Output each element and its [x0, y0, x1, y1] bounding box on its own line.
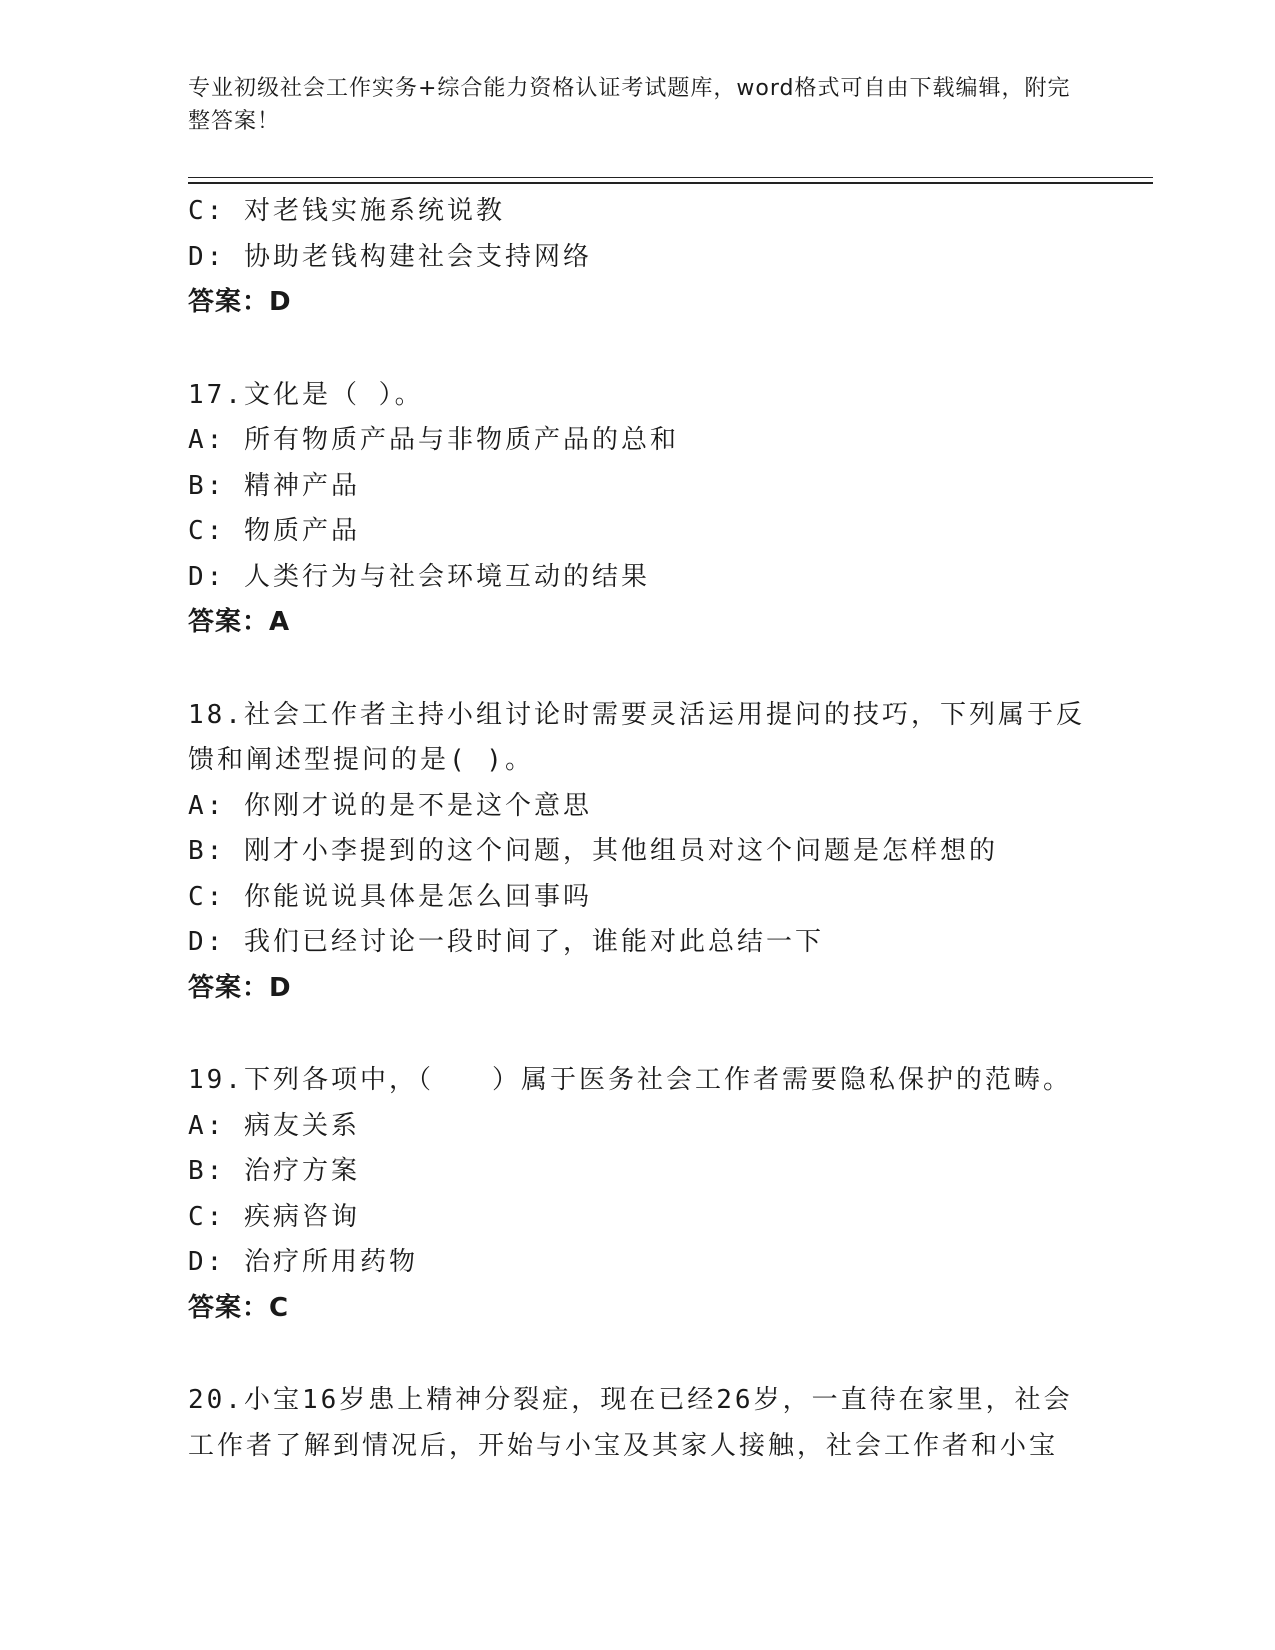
answer-label: 答案：A — [188, 607, 291, 637]
document-header — [188, 72, 1088, 138]
question-stem: 19.下列各项中，（ ）属于医务社会工作者需要隐私保护的范畴。 — [188, 1065, 1072, 1095]
question-16-continuation — [188, 189, 1088, 326]
option-d: D: 人类行为与社会环境互动的结果 — [188, 561, 650, 592]
question-stem: 17.文化是（ ）。 — [188, 379, 424, 410]
header-divider-thin — [188, 177, 1153, 178]
answer-label: 答案：D — [188, 972, 292, 1003]
spacer — [188, 646, 1088, 693]
option-c: C: 对老钱实施系统说教 — [188, 196, 505, 226]
option-a: A: 所有物质产品与非物质产品的总和 — [188, 425, 679, 455]
option-d: D: 治疗所用药物 — [188, 1247, 418, 1277]
question-stem: 20.小宝16岁患上精神分裂症，现在已经26岁，一直待在家里，社会 — [188, 1385, 1073, 1415]
header-divider-thick — [188, 182, 1153, 184]
answer-label: 答案：D — [188, 287, 292, 317]
question-20 — [188, 1378, 1088, 1469]
question-19 — [188, 1058, 1088, 1331]
option-b: B: 精神产品 — [188, 470, 360, 501]
option-b: B: 刚才小李提到的这个问题，其他组员对这个问题是怎样想的 — [188, 836, 998, 866]
question-stem-cont: 馈和阐述型提问的是( )。 — [188, 745, 534, 775]
option-c: C: 你能说说具体是怎么回事吗 — [188, 881, 592, 912]
question-list — [188, 189, 1088, 1469]
question-stem-cont: 工作者了解到情况后，开始与小宝及其家人接触，社会工作者和小宝 — [188, 1430, 1059, 1461]
spacer — [188, 1331, 1088, 1378]
question-18 — [188, 693, 1088, 1012]
spacer — [188, 1011, 1088, 1058]
answer-label: 答案：C — [188, 1292, 290, 1323]
question-17 — [188, 373, 1088, 646]
question-stem: 18.社会工作者主持小组讨论时需要灵活运用提问的技巧，下列属于反 — [188, 699, 1085, 730]
option-a: A: 病友关系 — [188, 1110, 360, 1141]
header-text: 专业初级社会工作实务+综合能力资格认证考试题库，word格式可自由下载编辑，附完整答案！ — [188, 76, 1071, 134]
spacer — [188, 326, 1088, 373]
option-a: A: 你刚才说的是不是这个意思 — [188, 790, 592, 821]
option-d: D: 协助老钱构建社会支持网络 — [188, 241, 592, 272]
option-c: C: 物质产品 — [188, 516, 360, 546]
option-b: B: 治疗方案 — [188, 1156, 360, 1186]
option-c: C: 疾病咨询 — [188, 1201, 360, 1232]
option-d: D: 我们已经讨论一段时间了，谁能对此总结一下 — [188, 927, 824, 957]
